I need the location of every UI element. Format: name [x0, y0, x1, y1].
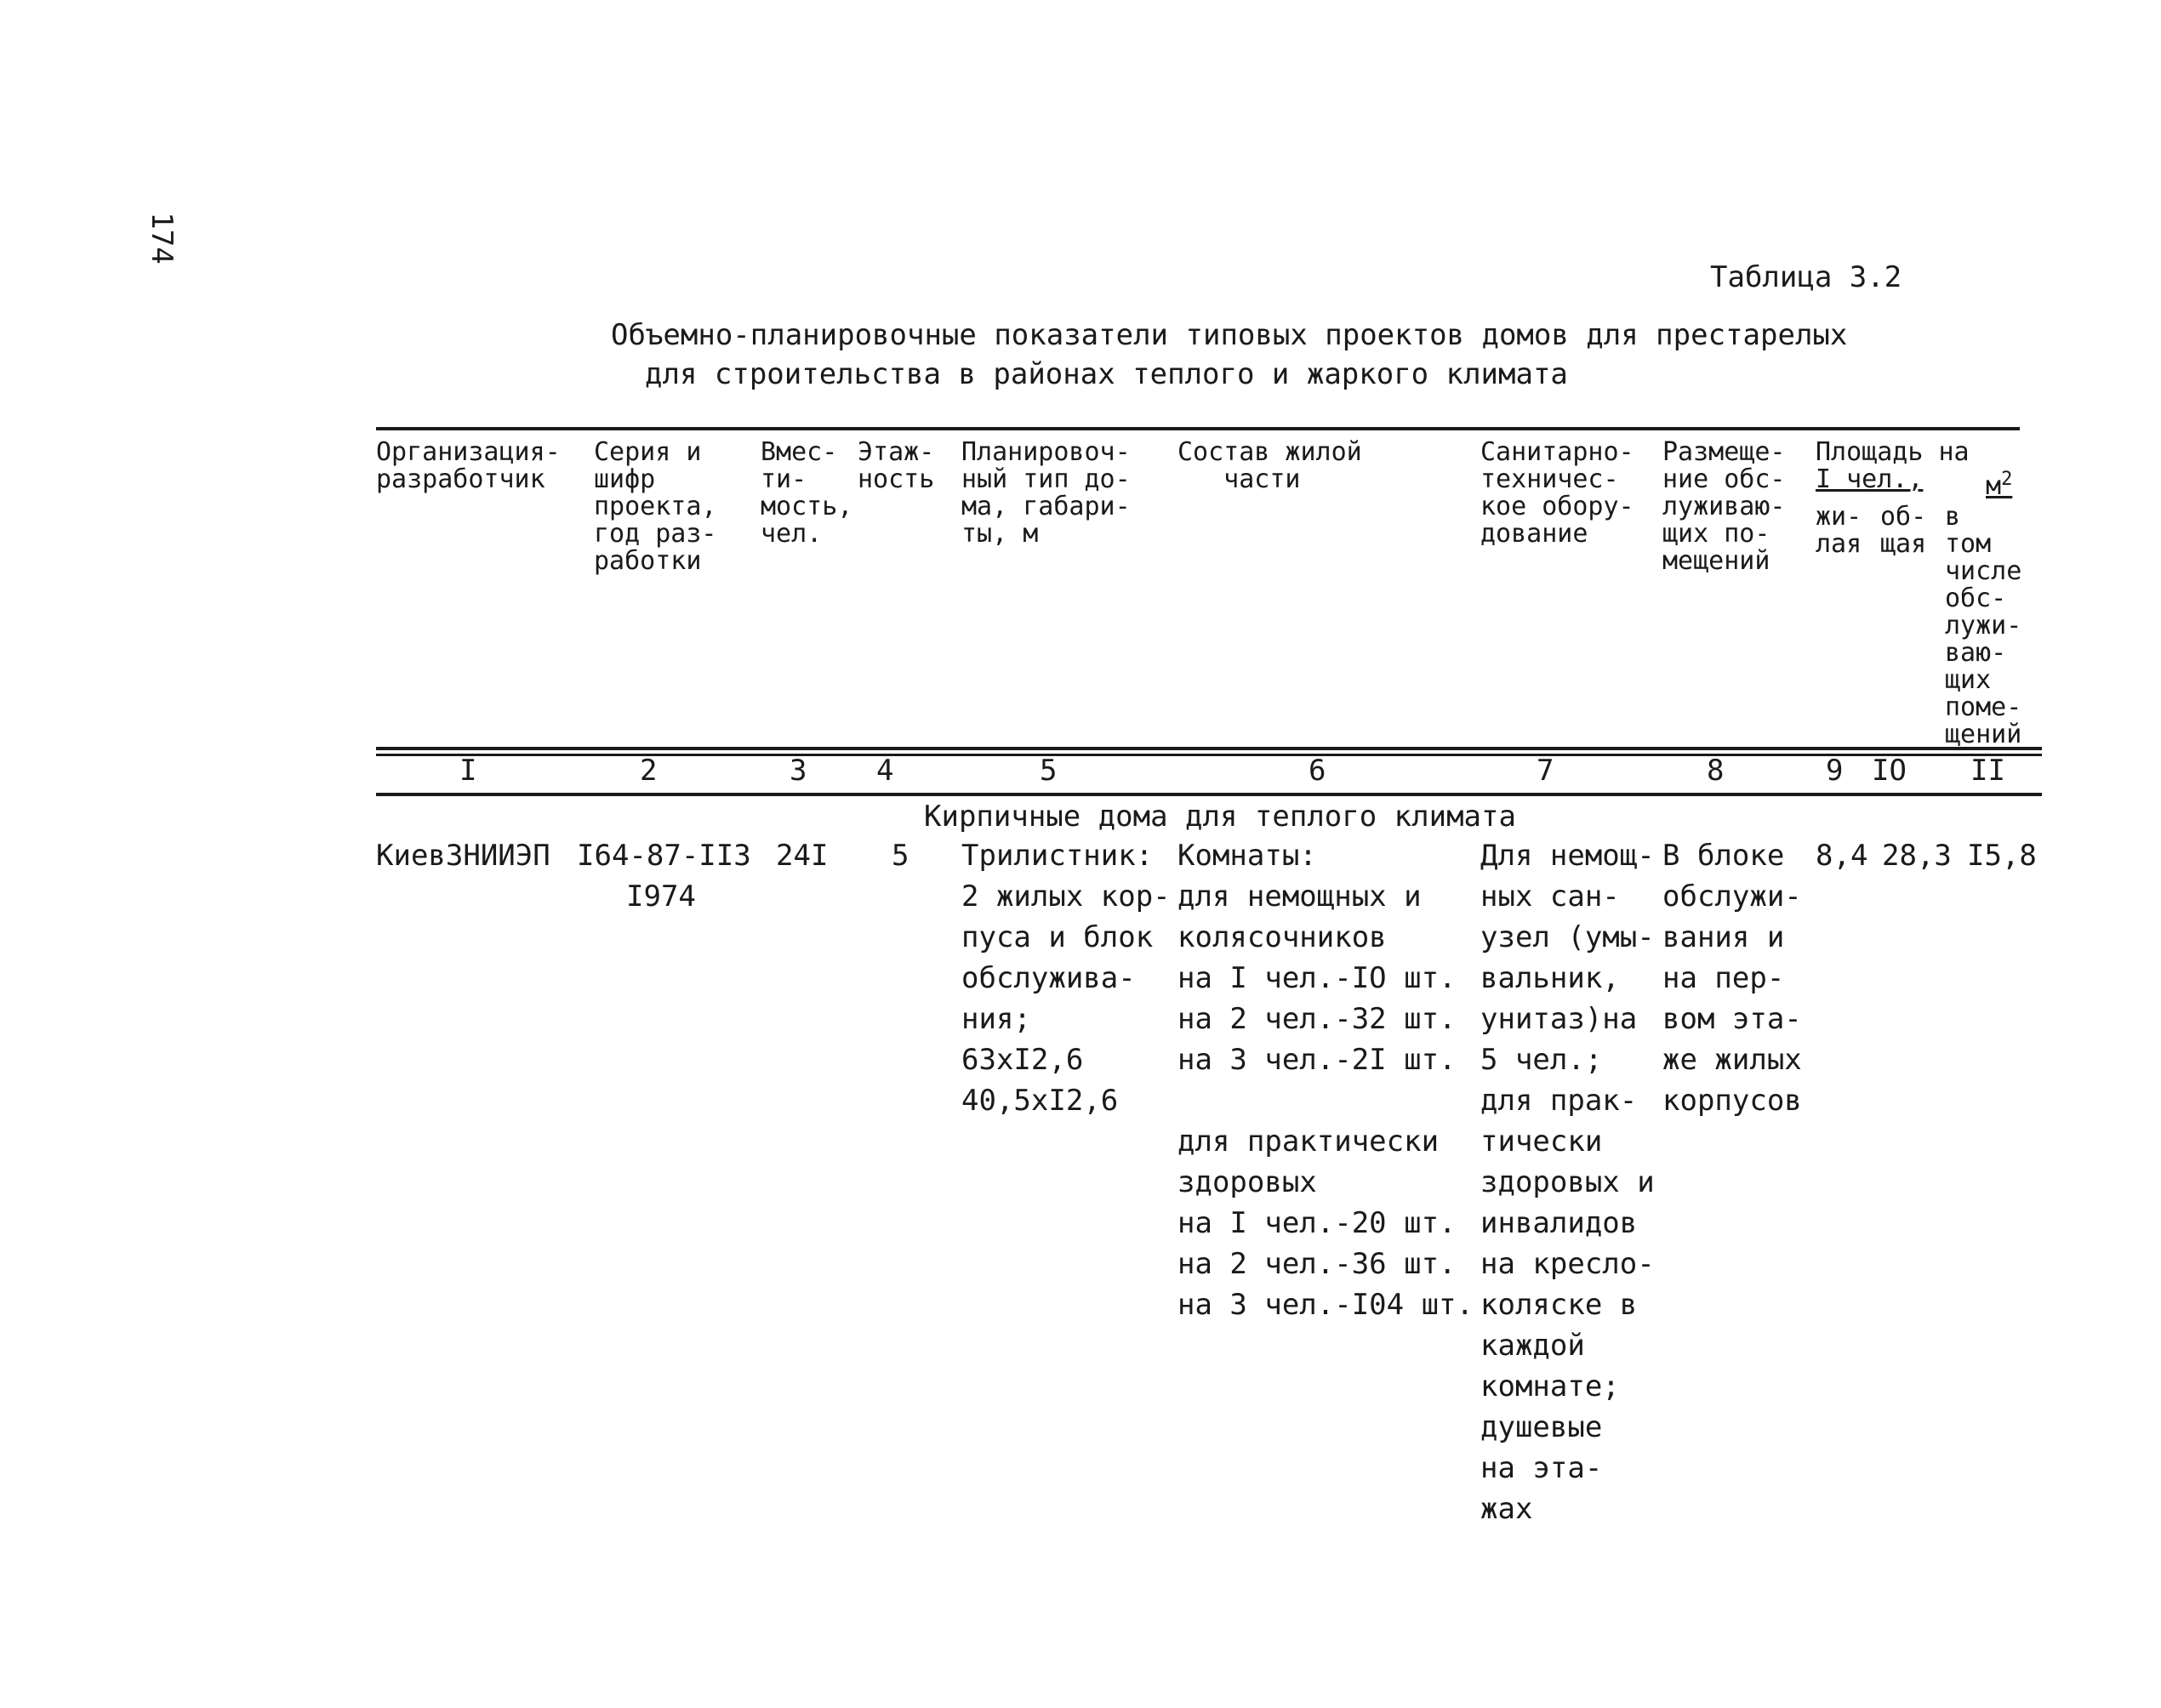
caption-line-1: Объемно-планировочные показатели типовых проектов домов для престарелых [611, 318, 1848, 352]
cell-year: I974 [626, 880, 696, 914]
header-floors: Этаж- ность [858, 437, 935, 494]
cell-sanitary: Для немощ- ных сан- узел (умы- вальник, унитаз)на 5 чел.; для прак- тически здоровых и инвалидов на кресло- коляске в каждой комнате; душевые на эта- жах [1480, 839, 1655, 1526]
section-title: Кирпичные дома для теплого климата [924, 800, 1516, 834]
column-number-2: 2 [640, 754, 658, 788]
table-label: Таблица 3.2 [1710, 260, 1902, 294]
column-number-8: 8 [1707, 754, 1725, 788]
cell-area-living: 8,4 [1816, 839, 1868, 873]
column-number-5: 5 [1040, 754, 1058, 788]
column-number-1: I [459, 754, 477, 788]
cell-area-total: 28,3 [1882, 839, 1952, 873]
column-number-10: IO [1872, 754, 1907, 788]
header-area-living: жи- лая [1816, 502, 1862, 559]
table-top-rule [376, 427, 2020, 430]
header-service-location: Размеще- ние обс- луживаю- щих по- мещений [1662, 437, 1786, 576]
caption-line-2: для строительства в районах теплого и жаркого климата [645, 357, 1568, 391]
header-area-group: Площадь на [1816, 437, 1970, 467]
header-area-per-person: I чел., [1816, 464, 1924, 494]
header-bottom-rule [376, 747, 2042, 750]
cell-floors: 5 [892, 839, 909, 873]
header-sanitary: Санитарно- техничес- кое обору- дование [1480, 437, 1634, 549]
cell-series: I64-87-II3 [577, 839, 751, 873]
cell-capacity: 24I [776, 839, 829, 873]
column-number-7: 7 [1537, 754, 1554, 788]
cell-organization: КиевЗНИИЭП [376, 839, 550, 873]
header-composition: Состав жилой части [1177, 437, 1362, 494]
header-series: Серия и шифр проекта, год раз- работки [594, 437, 717, 576]
cell-service-location: В блоке обслужи- вания и на пер- вом эта- же жилых корпусов [1662, 839, 1802, 1118]
column-number-9: 9 [1826, 754, 1844, 788]
cell-area-service: I5,8 [1967, 839, 2037, 873]
cell-plan-type: Трилистник: 2 жилых кор- пуса и блок обслужива- ния; 63хI2,6 40,5хI2,6 [961, 839, 1171, 1118]
header-bottom-rule-2 [376, 754, 2042, 756]
page-number: 174 [145, 212, 179, 265]
column-number-3: 3 [790, 754, 807, 788]
header-plan-type: Планировоч- ный тип до- ма, габари- ты, м [961, 437, 1131, 549]
header-area-unit: $м^2$ [1986, 469, 2013, 501]
header-area-service: в том числе обс- лужи- ваю- щих поме- щений [1945, 502, 2022, 749]
header-area-total: об- щая [1880, 502, 1927, 559]
header-capacity: Вмес- ти- мость, чел. [761, 437, 853, 549]
column-number-4: 4 [876, 754, 894, 788]
column-number-6: 6 [1309, 754, 1326, 788]
column-number-11: II [1970, 754, 2005, 788]
cell-composition: Комнаты: для немощных и колясочников на I чел.-IO шт. на 2 чел.-32 шт. на 3 чел.-2I шт. для практически здоровых на I чел.-20 шт. на 2 чел.-36 шт. на 3 чел.-I04 шт. [1177, 839, 1474, 1322]
header-organization: Организация- разработчик [376, 437, 561, 494]
